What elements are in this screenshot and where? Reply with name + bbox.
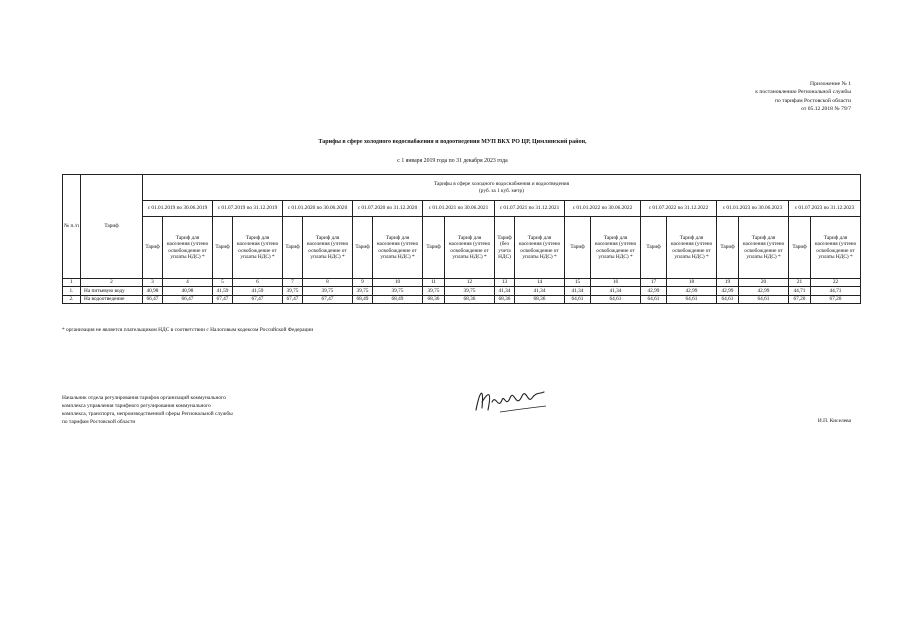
period-header: с 01.07.2023 по 31.12.2023 xyxy=(789,201,861,217)
tariff-subheader: Тариф для населения (учтено освобождение от уплаты НДС) * xyxy=(233,217,283,279)
tariff-value-cell: 41,34 xyxy=(515,287,565,296)
tariff-subheader: Тариф для населения (учтено освобождение от уплаты НДС) * xyxy=(739,217,789,279)
tariff-value-cell: 67,47 xyxy=(213,295,233,304)
tariff-value-cell: 64,61 xyxy=(641,295,667,304)
column-number-cell: 17 xyxy=(641,279,667,287)
column-number-cell: 6 xyxy=(233,279,283,287)
tariff-value-cell: 67,47 xyxy=(283,295,303,304)
column-number-cell: 4 xyxy=(163,279,213,287)
tariff-value-cell: 42,99 xyxy=(641,287,667,296)
signer-position-line: Начальник отдела регулирования тарифов организаций коммунального xyxy=(62,395,226,401)
period-header: с 01.01.2023 по 30.06.2023 xyxy=(717,201,789,217)
tariff-value-cell: 42,99 xyxy=(739,287,789,296)
tariff-value-cell: 39,75 xyxy=(373,287,423,296)
column-number-cell: 20 xyxy=(739,279,789,287)
period-header: с 01.01.2019 по 30.06.2019 xyxy=(143,201,213,217)
tariff-value-cell: 64,61 xyxy=(717,295,739,304)
tariff-value-cell: 66,47 xyxy=(143,295,163,304)
tariff-value-cell: 39,75 xyxy=(283,287,303,296)
document-title: Тарифы в сфере холодного водоснабжения и водоотведения МУП ВКХ РО ЦР, Цимлянский район, xyxy=(318,139,587,145)
tariff-value-cell: 68,36 xyxy=(515,295,565,304)
tariff-subheader: Тариф xyxy=(213,217,233,279)
appendix-line: Приложение № 1 xyxy=(810,81,851,87)
tariff-subheader: Тариф xyxy=(789,217,811,279)
table-row xyxy=(63,287,861,296)
column-number-cell: 5 xyxy=(213,279,233,287)
tariff-value-cell: 39,75 xyxy=(423,287,445,296)
tariff-subheader: Тариф xyxy=(283,217,303,279)
signer-position-line: комплекса, транспорта, непроизводственной сферы Региональной службы xyxy=(62,411,233,417)
row-number-cell: 2. xyxy=(63,295,81,304)
signer-position-line: по тарифам Ростовской области xyxy=(62,419,136,425)
appendix-line: к постановлению Региональной службы xyxy=(755,89,851,96)
tariff-value-cell: 42,99 xyxy=(717,287,739,296)
signer-name: И.П. Киселева xyxy=(817,418,851,424)
appendix-block xyxy=(755,80,851,114)
period-header: с 01.01.2021 по 30.06.2021 xyxy=(423,201,495,217)
column-number-cell: 22 xyxy=(811,279,861,287)
column-number-cell: 7 xyxy=(283,279,303,287)
tariff-value-cell: 64,61 xyxy=(591,295,641,304)
column-number-cell: 1 xyxy=(63,279,81,287)
tariff-value-cell: 41,34 xyxy=(495,287,515,296)
tariff-value-cell: 41,59 xyxy=(233,287,283,296)
period-header: с 01.07.2021 по 31.12.2021 xyxy=(495,201,565,217)
tariff-subheader: Тариф для населения (учтено освобождение от уплаты НДС) * xyxy=(163,217,213,279)
tariff-value-cell: 66,47 xyxy=(163,295,213,304)
tariff-table xyxy=(62,174,861,304)
period-header: с 01.01.2022 по 30.06.2022 xyxy=(565,201,641,217)
column-number-cell: 11 xyxy=(423,279,445,287)
tariff-value-cell: 39,75 xyxy=(353,287,373,296)
column-number-cell: 10 xyxy=(373,279,423,287)
column-number-cell: 8 xyxy=(303,279,353,287)
tariff-subheader: Тариф для населения (учтено освобождение от уплаты НДС) * xyxy=(373,217,423,279)
tariff-value-cell: 40,98 xyxy=(163,287,213,296)
tariff-value-cell: 68,36 xyxy=(423,295,445,304)
table-row xyxy=(63,295,861,304)
tariff-value-cell: 41,34 xyxy=(565,287,591,296)
period-header: с 01.07.2019 по 31.12.2019 xyxy=(213,201,283,217)
tariff-subheader: Тариф (без учета НДС) xyxy=(495,217,515,279)
tariff-subheader: Тариф xyxy=(565,217,591,279)
column-number-cell: 18 xyxy=(667,279,717,287)
col-num-header: № п./п xyxy=(63,175,81,279)
column-number-cell: 2 xyxy=(81,279,143,287)
tariff-subheader: Тариф для населения (учтено освобождение от уплаты НДС) * xyxy=(445,217,495,279)
tariff-value-cell: 42,99 xyxy=(667,287,717,296)
tariff-value-cell: 64,61 xyxy=(667,295,717,304)
tariff-value-cell: 68,49 xyxy=(353,295,373,304)
row-name-cell: На водоотведение xyxy=(81,295,143,304)
group-header-unit: (руб. за 1 куб. метр) xyxy=(479,187,524,194)
tariff-subheader: Тариф xyxy=(641,217,667,279)
period-header: с 01.07.2020 по 31.12.2020 xyxy=(353,201,423,217)
tariff-value-cell: 67,47 xyxy=(303,295,353,304)
signer-position-line: комплекса управления тарифного регулирования коммунального xyxy=(62,403,211,409)
tariff-value-cell: 68,49 xyxy=(373,295,423,304)
column-number-cell: 14 xyxy=(515,279,565,287)
tariff-subheader: Тариф xyxy=(717,217,739,279)
tariff-value-cell: 39,75 xyxy=(445,287,495,296)
document-period: с 1 января 2019 года по 31 декабря 2023 года xyxy=(397,158,508,164)
tariff-subheader: Тариф xyxy=(423,217,445,279)
group-header xyxy=(143,175,861,201)
footnote: * организация не является плательщиком НДС в соответствии с Налоговым кодексом Российской Федерации xyxy=(62,327,314,333)
column-number-cell: 19 xyxy=(717,279,739,287)
tariff-subheader: Тариф для населения (учтено освобождение от уплаты НДС) * xyxy=(811,217,861,279)
row-number-cell: 1. xyxy=(63,287,81,296)
row-name-cell: На питьевую воду xyxy=(81,287,143,296)
column-number-cell: 3 xyxy=(143,279,163,287)
appendix-line: от 05.12.2018 № 79/7 xyxy=(801,106,851,113)
tariff-value-cell: 44,71 xyxy=(811,287,861,296)
signer-position-block xyxy=(62,394,233,426)
column-number-cell: 13 xyxy=(495,279,515,287)
tariff-value-cell: 67,20 xyxy=(811,295,861,304)
tariff-subheader: Тариф для населения (учтено освобождение от уплаты НДС) * xyxy=(515,217,565,279)
tariff-value-cell: 68,36 xyxy=(445,295,495,304)
tariff-subheader: Тариф для населения (учтено освобождение от уплаты НДС) * xyxy=(591,217,641,279)
tariff-subheader: Тариф xyxy=(353,217,373,279)
column-number-cell: 16 xyxy=(591,279,641,287)
tariff-value-cell: 40,98 xyxy=(143,287,163,296)
period-header: с 01.07.2022 по 31.12.2022 xyxy=(641,201,717,217)
column-number-cell: 12 xyxy=(445,279,495,287)
tariff-value-cell: 44,71 xyxy=(789,287,811,296)
tariff-subheader: Тариф для населения (учтено освобождение от уплаты НДС) * xyxy=(667,217,717,279)
tariff-subheader: Тариф для населения (учтено освобождение от уплаты НДС) * xyxy=(303,217,353,279)
group-header-line: Тарифы в сфере холодного водоснабжения и водоотведения xyxy=(433,181,570,188)
col-tariff-header: Тариф xyxy=(81,175,143,279)
appendix-line: по тарифам Ростовской области xyxy=(775,97,851,104)
tariff-value-cell: 67,20 xyxy=(789,295,811,304)
handwritten-signature xyxy=(470,380,550,425)
column-number-cell: 9 xyxy=(353,279,373,287)
column-number-cell: 21 xyxy=(789,279,811,287)
tariff-value-cell: 68,36 xyxy=(495,295,515,304)
tariff-value-cell: 64,61 xyxy=(565,295,591,304)
tariff-value-cell: 67,47 xyxy=(233,295,283,304)
tariff-value-cell: 39,75 xyxy=(303,287,353,296)
tariff-subheader: Тариф xyxy=(143,217,163,279)
tariff-value-cell: 64,61 xyxy=(739,295,789,304)
tariff-value-cell: 41,59 xyxy=(213,287,233,296)
period-header: с 01.01.2020 по 30.06.2020 xyxy=(283,201,353,217)
tariff-value-cell: 41,34 xyxy=(591,287,641,296)
column-number-cell: 15 xyxy=(565,279,591,287)
